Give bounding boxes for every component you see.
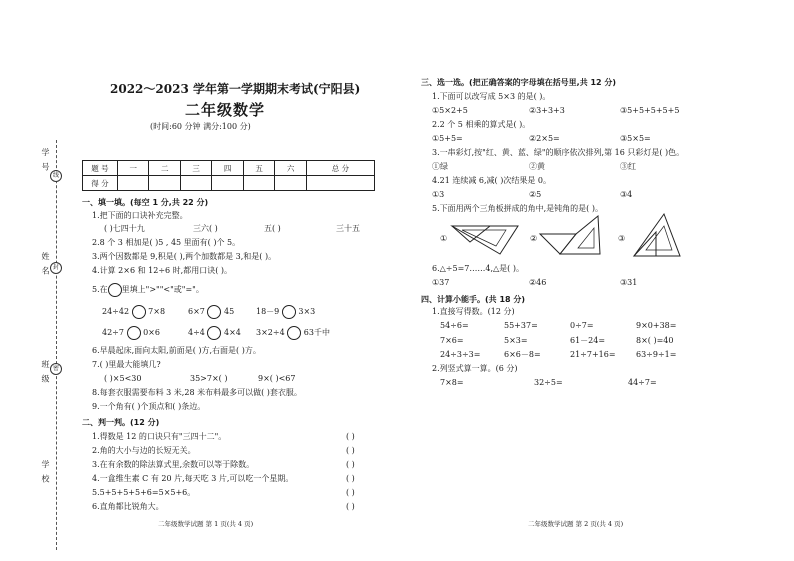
score-header-cell: 二 <box>149 161 180 176</box>
compare-circle[interactable] <box>132 305 146 319</box>
s3-option: ①5×2+5 <box>432 106 468 115</box>
footer-left: 二年级数学试题 第 1 页(共 4 页) <box>158 520 254 528</box>
judge-bracket[interactable]: ( ) <box>346 502 355 511</box>
s3-q6: 6.△÷5=7……4,△是( )。 <box>432 264 524 273</box>
judge-item: 1.得数是 12 的口诀只有"三四十二"。 <box>92 432 227 441</box>
s3-q4: 4.21 连续减 6,减( )次结果是 0。 <box>432 176 551 185</box>
s1-q5-tail: 里填上">""<"或"="。 <box>121 285 204 294</box>
compare-circle[interactable] <box>287 326 301 340</box>
s3-option: ① <box>440 234 448 243</box>
score-header-cell: 六 <box>275 161 306 176</box>
compare-circle[interactable] <box>207 326 221 340</box>
vertical-calc-item: 7×8= <box>440 378 464 387</box>
s3-q2: 2.2 个 5 相乘的算式是( )。 <box>432 120 531 129</box>
binding-line <box>56 140 57 550</box>
calc-item: 63÷9÷1= <box>636 350 677 359</box>
s1-q5 <box>92 283 204 297</box>
compare-right: 7×8 <box>148 307 166 316</box>
side-mark-line: 线 <box>50 170 62 182</box>
compare-right: 0×6 <box>143 328 160 337</box>
score-input-cell[interactable] <box>180 176 211 191</box>
vertical-calc-item: 44÷7= <box>628 378 657 387</box>
exam-subject: 二年级数学 <box>185 101 266 119</box>
compare-right: 63千中 <box>303 328 330 337</box>
side-label-banji: 班 级 <box>41 360 50 385</box>
compare-left: 6×7 <box>188 307 205 316</box>
score-header-cell: 总 分 <box>306 161 374 176</box>
score-input-cell[interactable] <box>118 176 149 191</box>
score-input-cell[interactable] <box>149 176 180 191</box>
compare-right: 45 <box>223 307 235 316</box>
compare-row-2c <box>256 326 330 340</box>
side-label-xingming: 姓 名 <box>41 252 50 277</box>
s1-q1-item: 五( ) <box>264 224 281 233</box>
s3-option: ③红 <box>620 162 636 171</box>
s4-sub2: 2.列竖式算一算。(6 分) <box>432 364 518 373</box>
calc-item: 8×( )=40 <box>636 336 674 345</box>
s1-q1-item: ( )七四十九 <box>104 224 145 233</box>
compare-row-2 <box>102 326 160 340</box>
judge-item: 4.一盒维生素 C 有 20 片,每天吃 3 片,可以吃一个星期。 <box>92 474 294 483</box>
compare-circle <box>108 283 122 297</box>
compare-right: 3×3 <box>298 307 316 316</box>
s1-q1-item: 三十五 <box>336 224 360 233</box>
calc-item: 9×0+38= <box>636 321 677 330</box>
compare-row-1c <box>256 305 315 319</box>
s1-q7-item: ( )×5<30 <box>104 374 142 383</box>
side-mark-seal: 封 <box>50 262 62 274</box>
score-row-label: 得 分 <box>83 176 118 191</box>
calc-item: 0÷7= <box>570 321 594 330</box>
judge-bracket[interactable]: ( ) <box>346 432 355 441</box>
vertical-calc-item: 32÷5= <box>534 378 563 387</box>
section3-title: 三、选一选。(把正确答案的字母填在括号里,共 12 分) <box>421 78 617 87</box>
s1-q2: 2.8 个 3 相加是( )5 , 45 里面有( )个 5。 <box>92 238 241 247</box>
section1-title: 一、填一填。(每空 1 分,共 22 分) <box>82 198 209 207</box>
compare-left: 3×2÷4 <box>256 328 285 337</box>
compare-row-1 <box>102 305 165 319</box>
s3-option: ③31 <box>620 278 638 287</box>
s3-option: ② <box>530 234 538 243</box>
compare-left: 42÷7 <box>102 328 124 337</box>
s3-option: ①5+5= <box>432 134 463 143</box>
s3-option: ②黄 <box>529 162 545 171</box>
score-input-cell[interactable] <box>243 176 274 191</box>
s3-option: ②2×5= <box>529 134 560 143</box>
s3-option: ①37 <box>432 278 450 287</box>
triangle-figure-3 <box>628 212 684 262</box>
calc-item: 55+37= <box>504 321 538 330</box>
compare-right: 4×4 <box>223 328 241 337</box>
calc-item: 24÷3÷3= <box>440 350 481 359</box>
side-mark-secret: 密 <box>50 363 62 375</box>
section4-title: 四、计算小能手。(共 18 分) <box>421 295 526 304</box>
s1-q3: 3.两个因数都是 9,积是( ),两个加数都是 3,和是( )。 <box>92 252 277 261</box>
calc-item: 5×3= <box>504 336 528 345</box>
footer-right: 二年级数学试题 第 2 页(共 4 页) <box>528 520 624 528</box>
s3-option: ③ <box>618 234 626 243</box>
judge-item: 6.直角都比锐角大。 <box>92 502 164 511</box>
compare-circle[interactable] <box>282 305 296 319</box>
compare-row-1b <box>188 305 234 319</box>
s3-q3: 3.一串彩灯,按"红、黄、蓝、绿"的顺序依次排列,第 16 只彩灯是( )色。 <box>432 148 685 157</box>
score-input-cell[interactable] <box>212 176 243 191</box>
calc-item: 61－24= <box>570 336 606 345</box>
s1-q7: 7.( )里最大能填几? <box>92 360 161 369</box>
judge-bracket[interactable]: ( ) <box>346 474 355 483</box>
side-label-xuehao: 学 号 <box>41 148 50 173</box>
s3-option: ③4 <box>620 190 633 199</box>
s1-q6: 6.早晨起床,面向太阳,前面是( )方,右面是( )方。 <box>92 346 261 355</box>
s3-option: ②46 <box>529 278 547 287</box>
s1-q7-item: 9×( )<67 <box>258 374 296 383</box>
s3-option: ①3 <box>432 190 445 199</box>
s1-q5-lead: 5.在 <box>92 285 108 294</box>
judge-bracket[interactable]: ( ) <box>346 446 355 455</box>
s3-option: ①绿 <box>432 162 448 171</box>
s1-q1: 1.把下面的口诀补充完整。 <box>92 211 188 220</box>
score-header-cell: 题 号 <box>83 161 118 176</box>
compare-row-2b <box>188 326 241 340</box>
s3-q1: 1.下面可以改写成 5×3 的是( )。 <box>432 92 551 101</box>
s1-q9: 9.一个角有( )个顶点和( )条边。 <box>92 402 206 411</box>
s1-q8: 8.每套衣服需要布料 3 米,28 米布料最多可以做( )套衣服。 <box>92 388 302 397</box>
s1-q1-item: 三六( ) <box>193 224 218 233</box>
calc-item: 21÷7+16= <box>570 350 616 359</box>
s3-q5: 5.下面用两个三角板拼成的角中,是钝角的是( )。 <box>432 204 603 213</box>
judge-item: 3.在有余数的除法算式里,余数可以等于除数。 <box>92 460 255 469</box>
score-input-cell[interactable] <box>306 176 374 191</box>
s3-option: ②5 <box>529 190 542 199</box>
exam-info: (时间:60 分钟 满分:100 分) <box>150 122 251 131</box>
score-header-cell: 四 <box>212 161 243 176</box>
score-header-cell: 五 <box>243 161 274 176</box>
score-table <box>82 160 375 191</box>
compare-circle[interactable] <box>207 305 221 319</box>
exam-title: 2022～2023 学年第一学期期末考试(宁阳县) <box>110 82 361 96</box>
score-input-cell[interactable] <box>275 176 306 191</box>
compare-left: 4÷4 <box>188 328 205 337</box>
triangle-figure-1 <box>450 220 520 260</box>
section2-title: 二、判一判。(12 分) <box>82 418 160 427</box>
judge-item: 5.5+5+5+5+6=5×5+6。 <box>92 488 196 497</box>
s1-q7-item: 35>7×( ) <box>190 374 228 383</box>
judge-bracket[interactable]: ( ) <box>346 488 355 497</box>
judge-bracket[interactable]: ( ) <box>346 460 355 469</box>
s1-q4: 4.计算 2×6 和 12÷6 时,都用口诀( )。 <box>92 266 232 275</box>
calc-item: 54÷6= <box>440 321 469 330</box>
calc-item: 6×6－8= <box>504 350 541 359</box>
s3-option: ③5+5+5+5+5 <box>620 106 680 115</box>
judge-item: 2.角的大小与边的长短无关。 <box>92 446 196 455</box>
s3-option: ②3+3+3 <box>529 106 565 115</box>
s4-sub1: 1.直接写得数。(12 分) <box>432 307 515 316</box>
score-header-cell: 三 <box>180 161 211 176</box>
compare-circle[interactable] <box>127 326 141 340</box>
compare-left: 18－9 <box>256 307 280 316</box>
score-header-cell: 一 <box>118 161 149 176</box>
side-label-xuexiao: 学 校 <box>41 460 50 485</box>
compare-left: 24÷42 <box>102 307 130 316</box>
triangle-figure-2 <box>538 214 602 260</box>
s3-option: ③5×5= <box>620 134 651 143</box>
calc-item: 7×6= <box>440 336 464 345</box>
